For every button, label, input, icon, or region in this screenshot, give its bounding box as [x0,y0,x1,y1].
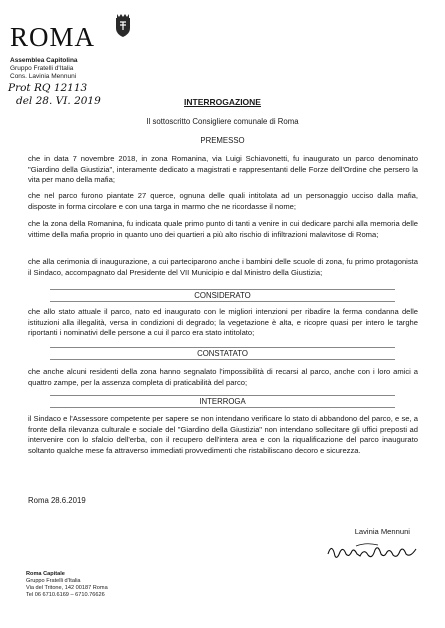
date-place: Roma 28.6.2019 [28,496,86,505]
footer-line-3: Via del Tritone, 142 00187 Roma [26,585,108,591]
footer-line-4: Tel 06 6710.6169 – 6710.76626 [26,592,105,598]
header-line-3: Cons. Lavinia Mennuni [10,73,77,80]
roma-logo: ROMA [10,22,96,52]
document-title: INTERROGAZIONE [184,97,261,107]
protocol-date-handwritten: del 28. VI. 2019 [16,95,101,107]
paragraph-5: che allo stato attuale il parco, nato ed inaugurato con le migliori intenzioni per ribadire la ferma condanna delle istituzioni alla illegalità, versa in condizioni di degrado; la vegetazione è alta, e ricopre quasi per intero le targhe riportanti i nominativi delle persone a cui il parco era stato intitolato; [28,307,418,338]
header-line-1: Assemblea Capitolina [10,57,78,64]
paragraph-4: che alla cerimonia di inaugurazione, a cui parteciparono anche i bambini delle scuole di zona, fu primo protagonista il Sindaco, accompagnato dal Presidente del VII Municipio e dal Ministro della Giustizia; [28,257,418,277]
paragraph-3: che la zona della Romanina, fu indicata quale primo punto di tanti a venire in cui dedicare parchi alla memoria delle vittime della mafia proprio in quanto uno dei quartieri a più alto rischio di infiltrazioni malavitose di Roma; [28,219,418,239]
section-constatato: CONSTATATO [50,347,395,360]
handwritten-signature [326,540,421,562]
section-interroga: INTERROGA [50,395,395,408]
intro-line: Il sottoscritto Consigliere comunale di Roma [146,117,299,126]
header-line-2: Gruppo Fratelli d'Italia [10,65,74,72]
signatory-name: Lavinia Mennuni [354,527,410,536]
section-considerato: CONSIDERATO [50,289,395,302]
roma-crest-icon [113,14,133,38]
footer-line-1: Roma Capitale [26,571,65,577]
footer-line-2: Gruppo Fratelli d'Italia [26,578,81,584]
paragraph-2: che nel parco furono piantate 27 querce, ognuna delle quali intitolata ad un personaggio ucciso dalla mafia, disposte in forma circolare e con una targa in marmo che ne ricordasse il nome; [28,191,418,211]
protocol-number-handwritten: Prot RQ 12113 [8,82,88,94]
section-premesso: PREMESSO [200,136,245,145]
paragraph-1: che in data 7 novembre 2018, in zona Romanina, via Luigi Schiavonetti, fu inaugurato un parco denominato "Giardino della Giustizia", interamente dedicato a magistrati e rappresentanti delle Forze dell'Ordine che persero la vita per mano della mafia; [28,154,418,185]
paragraph-7: il Sindaco e l'Assessore competente per sapere se non intendano verificare lo stato di abbandono del parco, e se, a fronte della rilevanza culturale e sociale del "Giardino della Giustizia" non intendano sollecitare gli uffici preposti ad intervenire con lo sfalcio dell'erba, con il recupero dell'intera area e con la riqualificazione del parco inaugurato soltanto qualche mese fa attraverso immediati provvedimenti che ristabiliscano decoro e sicurezza. [28,414,418,455]
paragraph-6: che anche alcuni residenti della zona hanno segnalato l'impossibilità di recarsi al parco, anche con i loro amici a quattro zampe, per la assenza completa di praticabilità del parco; [28,367,418,387]
